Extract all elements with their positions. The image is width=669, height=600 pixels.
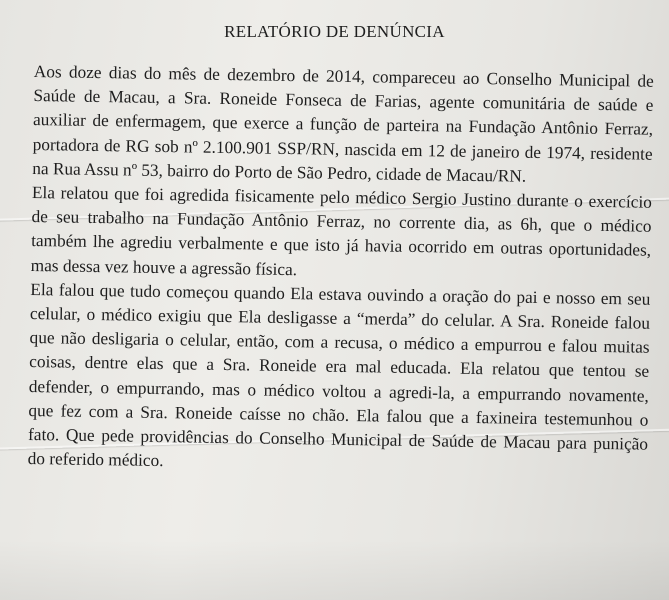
text-line: Aos doze dias do mês de dezembro de 2014, compareceu ao Conselho Municipal de	[33, 61, 654, 91]
text-line: Ela falou que tudo começou quando Ela estava ouvindo a oração do pai e nosso em seu	[30, 279, 651, 309]
text-line: auxiliar de enfermagem, que exerce a função de parteira na Fundação Antônio Ferraz,	[32, 110, 654, 140]
text-line: Saúde de Macau, a Sra. Roneide Fonseca de Farias, agente comunitária de saúde e	[33, 86, 654, 115]
text-line: defender, o empurrando, mas o médico voltou a agredi-la, a empurrando novamente,	[28, 376, 649, 406]
text-line: na Rua Assu nº 53, bairro do Porto de São Pedro, cidade de Macau/RN.	[32, 158, 527, 186]
text-line: também lhe agrediu verbalmente e que isto já havia ocorrido em outras oportunidades,	[31, 231, 652, 261]
paragraph-3	[28, 278, 651, 481]
text-line: fato. Que pede providências do Conselho Municipal de Saúde de Macau para punição	[27, 425, 649, 454]
paragraph-1	[32, 60, 654, 191]
text-line: que não desligaria o celular, então, com a recusa, o médico a empurrou e falou muitas	[29, 328, 650, 357]
document-title: RELATÓRIO DE DENÚNCIA	[224, 22, 445, 41]
text-line: Ela relatou que foi agredida fisicamente pelo médico Sergio Justino durante o exercício	[31, 183, 652, 212]
text-line: celular, o médico exigiu que Ela desligasse a “merda” do celular. A Sra. Roneide falou	[29, 304, 651, 333]
text-line: que fez com a Sra. Roneide caísse no chão. Ela falou que a faxineira testemunhou o	[28, 400, 649, 430]
text-line: do referido médico.	[27, 449, 164, 471]
paper-shadow	[0, 540, 669, 600]
document-body	[28, 60, 654, 481]
paragraph-2	[31, 181, 652, 288]
text-line: portadora de RG sob nº 2.100.901 SSP/RN, nascida em 12 de janeiro de 1974, residente	[32, 134, 653, 164]
text-line: de seu trabalho na Fundação Antônio Ferraz, no corrente dia, as 6h, que o médico	[31, 207, 652, 236]
text-line: coisas, dentre elas que a Sra. Roneide era mal educada. Ela relatou que tentou se	[29, 352, 650, 382]
text-line: mas dessa vez houve a agressão física.	[30, 255, 298, 279]
